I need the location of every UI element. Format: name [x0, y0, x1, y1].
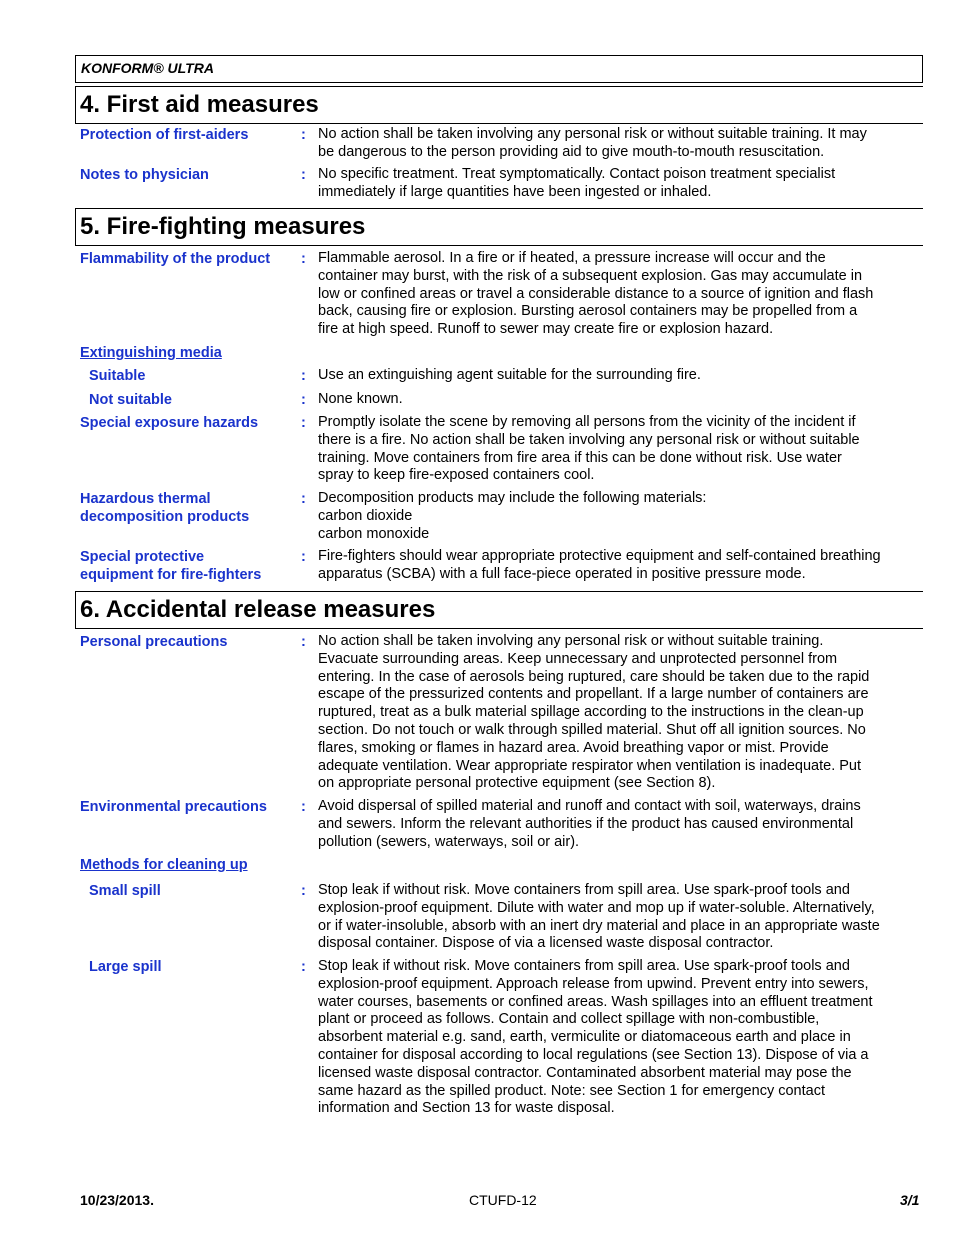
value-suitable: Use an extinguishing agent suitable for the surrounding fire. [318, 367, 701, 383]
label-personal-precautions: Personal precautions [80, 634, 228, 650]
product-name: KONFORM® ULTRA [75, 55, 923, 83]
label-protection-of-first-aiders: Protection of first-aiders [80, 127, 249, 143]
section-title-accidental-release: 6. Accidental release measures [75, 591, 923, 629]
value-large-spill: Stop leak if without risk. Move containers from spill area. Use spark-proof tools and explosion-proof equipment. Approach release from upwind. Prevent entry into sewers, water courses, basements or confined areas. Wash spillages into an effluent treatment plant or proceed as follows. Contain and collect spillage with non-combustible, absorbent material e.g. sand, earth, vermiculite or diatomaceous earth and place in container for disposal according to local regulations (see Section 13). Dispose of via a licensed waste disposal contractor. Contaminated absorbent material may pose the same hazard as the spilled product. Note: see Section 1 for emergency contact information and Section 13 for waste disposal. [318, 958, 873, 1117]
value-notes-to-physician: No specific treatment. Treat symptomatically. Contact poison treatment specialist immediately if large quantities have been ingested or inhaled. [318, 166, 836, 200]
subheading-extinguishing-media: Extinguishing media [80, 345, 222, 361]
footer-date: 10/23/2013. [80, 1192, 154, 1208]
label-flammability: Flammability of the product [80, 251, 271, 267]
label-not-suitable: Not suitable [89, 392, 172, 408]
label-special-exposure-hazards: Special exposure hazards [80, 415, 259, 431]
value-protection-of-first-aiders: No action shall be taken involving any personal risk or without suitable training. It may be dangerous to the person providing aid to give mouth-to-mouth resuscitation. [318, 126, 867, 160]
colon-separator: : [301, 167, 306, 183]
footer-page-number: 3/1 [900, 1192, 920, 1208]
value-environmental-precautions: Avoid dispersal of spilled material and runoff and contact with soil, waterways, drains and sewers. Inform the relevant authorities if the product has caused environmental pollution (sewers, waterways, soil or air). [318, 798, 861, 850]
colon-separator: : [301, 549, 306, 565]
label-large-spill: Large spill [89, 959, 162, 975]
colon-separator: : [301, 634, 306, 650]
value-small-spill: Stop leak if without risk. Move containers from spill area. Use spark-proof tools and explosion-proof equipment. Dilute with water and mop up if water-soluble. Alternatively, or if water-insoluble, absorb with an inert dry material and place in an appropriate waste disposal container. Dispose of via a licensed waste disposal contractor. [318, 882, 880, 952]
colon-separator: : [301, 491, 306, 507]
label-environmental-precautions: Environmental precautions [80, 799, 267, 815]
value-hazardous-decomposition: Decomposition products may include the following materials: carbon dioxide carbon monoxide [318, 490, 707, 542]
value-flammability: Flammable aerosol. In a fire or if heated, a pressure increase will occur and the container may burst, with the risk of a subsequent explosion. Gas may accumulate in low or confined areas or travel a considerable distance to a source of ignition and flash back, causing fire or explosion. Bursting aerosol containers may be propelled from a fire at high speed. Runoff to sewer may create fire or explosion hazard. [318, 250, 874, 338]
colon-separator: : [301, 368, 306, 384]
value-special-protective-equipment: Fire-fighters should wear appropriate protective equipment and self-contained breathing apparatus (SCBA) with a full face-piece operated in positive pressure mode. [318, 548, 881, 582]
section-title-fire-fighting: 5. Fire-fighting measures [75, 208, 923, 246]
label-notes-to-physician: Notes to physician [80, 167, 209, 183]
label-special-protective-equipment: Special protective equipment for fire-fighters [80, 549, 262, 583]
value-not-suitable: None known. [318, 391, 403, 407]
colon-separator: : [301, 127, 306, 143]
colon-separator: : [301, 392, 306, 408]
colon-separator: : [301, 799, 306, 815]
label-hazardous-decomposition: Hazardous thermal decomposition products [80, 491, 250, 525]
value-special-exposure-hazards: Promptly isolate the scene by removing all persons from the vicinity of the incident if there is a fire. No action shall be taken involving any personal risk or without suitable training. Move containers from fire area if this can be done without risk. Use water spray to keep fire-exposed containers cool. [318, 414, 860, 484]
section-title-first-aid: 4. First aid measures [75, 86, 923, 124]
subheading-methods-for-cleaning-up: Methods for cleaning up [80, 857, 248, 873]
label-small-spill: Small spill [89, 883, 161, 899]
colon-separator: : [301, 251, 306, 267]
colon-separator: : [301, 883, 306, 899]
colon-separator: : [301, 959, 306, 975]
footer-document-code: CTUFD-12 [469, 1192, 537, 1208]
value-personal-precautions: No action shall be taken involving any personal risk or without suitable training. Evacuate surrounding areas. Keep unnecessary and unprotected personnel from entering. In the case of aerosols being ruptured, care should be taken due to the rapid escape of the pressurized contents and propellant. If a large number of containers are ruptured, treat as a bulk material spillage according to the instructions in the clean-up section. Do not touch or walk through spilled material. Shut off all ignition sources. No flares, smoking or flames in hazard area. Avoid breathing vapor or mist. Provide adequate ventilation. Wear appropriate respirator when ventilation is inadequate. Put on appropriate personal protective equipment (see Section 8). [318, 633, 870, 792]
label-suitable: Suitable [89, 368, 146, 384]
colon-separator: : [301, 415, 306, 431]
